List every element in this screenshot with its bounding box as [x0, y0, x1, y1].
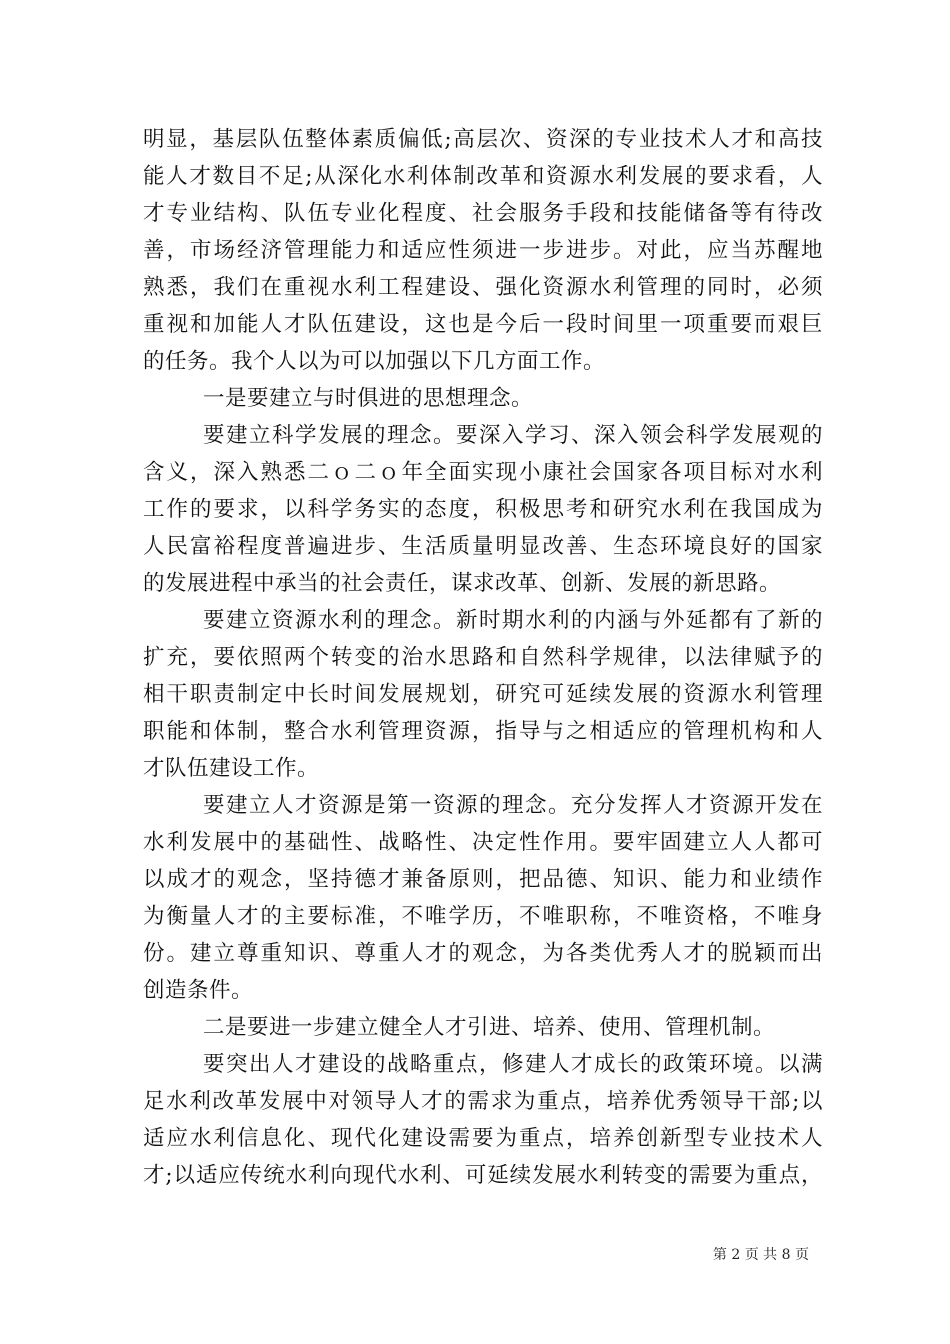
section-heading: 二是要进一步建立健全人才引进、培养、使用、管理机制。 [203, 1015, 776, 1040]
text-line: 以成才的观念，坚持德才兼备原则，把品德、知识、能力和业绩作 [143, 867, 823, 892]
text-line: 创造条件。 [143, 978, 254, 1003]
page-number: 第 2 页 共 8 页 [712, 1247, 809, 1263]
text-line: 适应水利信息化、现代化建设需要为重点，培养创新型专业技术人 [143, 1126, 823, 1151]
text-line: 才;以适应传统水利向现代水利、可延续发展水利转变的需要为重点， [143, 1163, 823, 1188]
text-line: 人民富裕程度普遍进步、生活质量明显改善、生态环境良好的国家 [143, 534, 823, 559]
text-line: 工作的要求，以科学务实的态度，积极思考和研究水利在我国成为 [143, 497, 823, 522]
text-line: 含义，深入熟悉二ｏ二ｏ年全面实现小康社会国家各项目标对水利 [143, 460, 823, 485]
text-line: 要建立科学发展的理念。要深入学习、深入领会科学发展观的 [203, 423, 823, 448]
text-line: 相干职责制定中长时间发展规划，研究可延续发展的资源水利管理 [143, 682, 823, 707]
section-heading: 一是要建立与时俱进的思想理念。 [203, 386, 534, 411]
document-body [143, 121, 823, 1194]
text-line: 职能和体制，整合水利管理资源，指导与之相适应的管理机构和人 [143, 719, 823, 744]
text-line: 为衡量人才的主要标准，不唯学历，不唯职称，不唯资格，不唯身 [143, 904, 823, 929]
text-line: 能人才数目不足;从深化水利体制改革和资源水利发展的要求看，人 [143, 164, 823, 189]
text-line: 份。建立尊重知识、尊重人才的观念，为各类优秀人才的脱颖而出 [143, 941, 823, 966]
text-line: 才队伍建设工作。 [143, 756, 320, 781]
text-line: 熟悉，我们在重视水利工程建设、强化资源水利管理的同时，必须 [143, 275, 823, 300]
text-line: 水利发展中的基础性、战略性、决定性作用。要牢固建立人人都可 [143, 830, 823, 855]
text-line: 要建立资源水利的理念。新时期水利的内涵与外延都有了新的 [203, 608, 823, 633]
text-line: 要突出人才建设的战略重点，修建人才成长的政策环境。以满 [203, 1052, 823, 1077]
text-line: 重视和加能人才队伍建设，这也是今后一段时间里一项重要而艰巨 [143, 312, 823, 337]
text-line: 善，市场经济管理能力和适应性须进一步进步。对此，应当苏醒地 [143, 238, 823, 263]
text-line: 明显，基层队伍整体素质偏低;高层次、资深的专业技术人才和高技 [143, 127, 823, 152]
text-line: 扩充，要依照两个转变的治水思路和自然科学规律，以法律赋予的 [143, 645, 823, 670]
text-line: 足水利改革发展中对领导人才的需求为重点，培养优秀领导干部;以 [143, 1089, 823, 1114]
text-line: 才专业结构、队伍专业化程度、社会服务手段和技能储备等有待改 [143, 201, 823, 226]
text-line: 的任务。我个人以为可以加强以下几方面工作。 [143, 349, 606, 374]
text-line: 的发展进程中承当的社会责任，谋求改革、创新、发展的新思路。 [143, 571, 782, 596]
text-line: 要建立人才资源是第一资源的理念。充分发挥人才资源开发在 [203, 793, 823, 818]
